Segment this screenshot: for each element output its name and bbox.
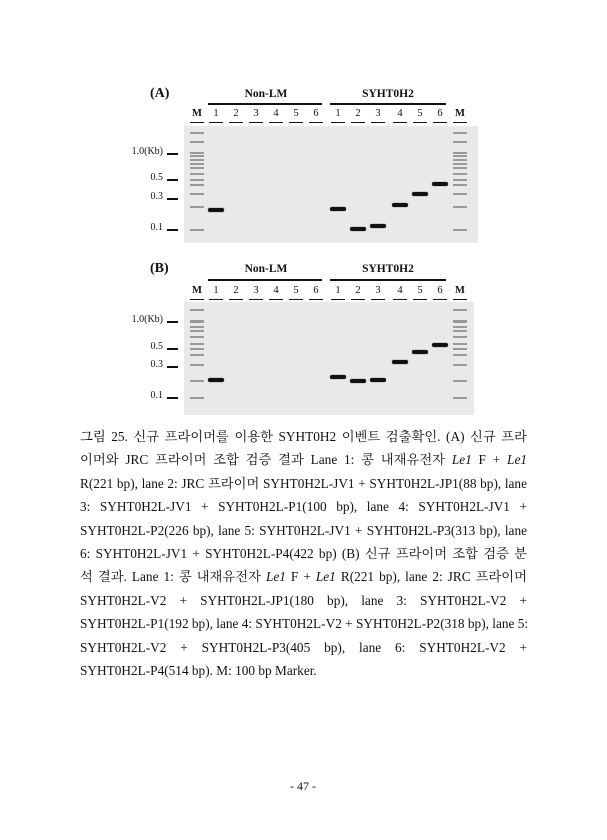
ladder-band (190, 173, 204, 175)
size-marker-label: 0.3 (150, 191, 163, 202)
lane-underline (249, 122, 263, 123)
size-marker-tick (167, 366, 178, 368)
lane-underline (351, 299, 365, 300)
gene-name: Le1 (315, 569, 336, 585)
lane-underline (453, 299, 467, 300)
ladder-band (453, 167, 467, 169)
lane-label: 1 (335, 108, 341, 119)
size-marker-label: 0.5 (150, 172, 163, 183)
size-marker-label: 0.1 (150, 390, 163, 401)
gel-image (184, 302, 474, 415)
ladder-band (453, 348, 467, 350)
ladder-band (190, 141, 204, 143)
lane-label: 4 (397, 285, 403, 296)
ladder-band (453, 326, 467, 328)
group-label-syht0h2: SYHT0H2 (362, 88, 414, 100)
group-bracket-line (330, 279, 446, 281)
lane-underline (453, 122, 467, 123)
ladder-band (190, 380, 204, 382)
size-marker-tick (167, 321, 178, 323)
lane-label: 5 (417, 285, 423, 296)
lane-underline (433, 299, 447, 300)
lane-label: 1 (213, 285, 219, 296)
ladder-band (190, 309, 204, 311)
ladder-band (453, 184, 467, 186)
caption-line (80, 425, 527, 448)
size-marker-tick (167, 397, 178, 399)
ladder-band (190, 336, 204, 338)
ladder-band (453, 132, 467, 134)
lane-underline (289, 299, 303, 300)
ladder-band (190, 343, 204, 345)
lane-label: 3 (253, 108, 259, 119)
caption-text: 그림 25. 신규 프라이머를 이용한 SYHT0H2 이벤트 검출확인. (A) 신규 프라 (80, 429, 527, 444)
ladder-band (190, 167, 204, 169)
ladder-band (453, 179, 467, 181)
caption-line (80, 495, 527, 518)
ladder-band (190, 193, 204, 195)
ladder-band (453, 159, 467, 161)
ladder-band (453, 152, 467, 154)
caption-line (80, 636, 527, 659)
dna-band (330, 375, 346, 379)
ladder-band (453, 380, 467, 382)
lane-underline (229, 299, 243, 300)
group-bracket-line (330, 103, 446, 105)
caption-text: R(221 bp), lane 2: JRC 프라이머 (335, 569, 527, 585)
lane-underline (190, 299, 204, 300)
caption-text: SYHT0H2L-P2(226 bp), lane 5: SYHT0H2L-JV1 + SYHT0H2L-P3(313 bp), lane (80, 522, 527, 538)
ladder-band (453, 229, 467, 231)
lane-underline (269, 122, 283, 123)
dna-band (392, 203, 408, 207)
lane-underline (371, 299, 385, 300)
ladder-band (453, 193, 467, 195)
dna-band (330, 207, 346, 211)
lane-label: 6 (313, 285, 319, 296)
caption-text: F + (471, 452, 508, 468)
size-marker-label: 0.3 (150, 359, 163, 370)
ladder-band (190, 354, 204, 356)
lane-underline (351, 122, 365, 123)
lane-label: 2 (355, 285, 361, 296)
ladder-band (190, 321, 204, 323)
lane-underline (309, 122, 323, 123)
lane-label: 4 (397, 108, 403, 119)
lane-underline (309, 299, 323, 300)
gene-name: Le1 (507, 452, 527, 468)
dna-band (350, 227, 366, 231)
page-number: - 47 - (290, 779, 316, 793)
ladder-band (190, 184, 204, 186)
lane-label: 6 (313, 108, 319, 119)
dna-band (370, 224, 386, 228)
lane-underline (393, 299, 407, 300)
caption-text: R(221 bp), lane 2: JRC 프라이머 SYHT0H2L-JV1 + SYHT0H2L-JP1(88 bp), lane (80, 475, 527, 491)
group-label-non-lm: Non-LM (244, 263, 288, 275)
group-label-non-lm: Non-LM (244, 88, 288, 100)
caption-text: SYHT0H2L-P1(192 bp), lane 4: SYHT0H2L-V2 + SYHT0H2L-P2(318 bp), lane 5: (80, 616, 529, 632)
lane-label: 2 (233, 108, 239, 119)
lane-underline (269, 299, 283, 300)
panel-label: (B) (150, 261, 169, 276)
ladder-band (453, 330, 467, 332)
ladder-band (453, 397, 467, 399)
lane-label: 3 (253, 285, 259, 296)
lane-label: 2 (355, 108, 361, 119)
caption-line (80, 565, 527, 588)
caption-line (80, 472, 527, 495)
group-bracket-line (208, 103, 322, 105)
caption-text: SYHT0H2L-P4(514 bp). M: 100 bp Marker. (80, 662, 317, 678)
ladder-band (190, 163, 204, 165)
lane-label: 4 (273, 108, 279, 119)
ladder-band (190, 229, 204, 231)
dna-band (412, 192, 428, 196)
gene-name: Le1 (451, 452, 472, 468)
lane-label: 5 (293, 285, 299, 296)
dna-band (350, 379, 366, 383)
lane-label: 3 (375, 285, 381, 296)
size-marker-tick (167, 179, 178, 181)
lane-underline (190, 122, 204, 123)
dna-band (370, 378, 386, 382)
lane-label: M (192, 108, 202, 119)
lane-underline (371, 122, 385, 123)
size-marker-label: 0.5 (150, 341, 163, 352)
caption-line (80, 659, 527, 682)
lane-label: 5 (293, 108, 299, 119)
caption-line (80, 519, 527, 542)
ladder-band (453, 321, 467, 323)
caption-text: SYHT0H2L-V2 + SYHT0H2L-P3(405 bp), lane 6: SYHT0H2L-V2 + (80, 639, 527, 655)
caption-text: 6: SYHT0H2L-JV1 + SYHT0H2L-P4(422 bp) (B) 신규 프라이머 조합 검증 분 (80, 545, 527, 561)
ladder-band (453, 206, 467, 208)
gene-name: Le1 (265, 569, 286, 585)
group-bracket-line (208, 279, 322, 281)
dna-band (432, 182, 448, 186)
caption-line (80, 589, 527, 612)
size-marker-tick (167, 229, 178, 231)
lane-underline (331, 299, 345, 300)
ladder-band (190, 330, 204, 332)
ladder-band (190, 179, 204, 181)
ladder-band (453, 364, 467, 366)
ladder-band (190, 206, 204, 208)
lane-underline (249, 299, 263, 300)
lane-label: 1 (213, 108, 219, 119)
ladder-band (453, 155, 467, 157)
ladder-band (190, 152, 204, 154)
ladder-band (453, 336, 467, 338)
group-label-syht0h2: SYHT0H2 (362, 263, 414, 275)
lane-label: 3 (375, 108, 381, 119)
lane-label: 1 (335, 285, 341, 296)
caption-text: 석 결과. Lane 1: 콩 내재유전자 (80, 569, 266, 585)
lane-label: M (192, 285, 202, 296)
lane-underline (331, 122, 345, 123)
ladder-band (190, 364, 204, 366)
ladder-band (453, 163, 467, 165)
lane-underline (229, 122, 243, 123)
dna-band (412, 350, 428, 354)
caption-text: 3: SYHT0H2L-JV1 + SYHT0H2L-P1(100 bp), lane 4: SYHT0H2L-JV1 + (80, 499, 527, 515)
ladder-band (190, 155, 204, 157)
lane-underline (209, 299, 223, 300)
lane-label: 6 (437, 285, 443, 296)
ladder-band (190, 397, 204, 399)
ladder-band (190, 326, 204, 328)
dna-band (432, 343, 448, 347)
lane-label: M (455, 108, 465, 119)
lane-underline (393, 122, 407, 123)
caption-text: SYHT0H2L-V2 + SYHT0H2L-JP1(180 bp), lane 3: SYHT0H2L-V2 + (80, 592, 527, 608)
size-marker-label: 1.0(Kb) (131, 314, 163, 325)
ladder-band (190, 348, 204, 350)
ladder-band (453, 309, 467, 311)
size-marker-tick (167, 348, 178, 350)
lane-underline (413, 122, 427, 123)
lane-label: 4 (273, 285, 279, 296)
size-marker-tick (167, 198, 178, 200)
caption-text: F + (285, 569, 316, 585)
caption-line (80, 448, 527, 471)
lane-label: 6 (437, 108, 443, 119)
dna-band (208, 208, 224, 212)
lane-label: M (455, 285, 465, 296)
size-marker-tick (167, 153, 178, 155)
caption-line (80, 542, 527, 565)
caption-line (80, 612, 527, 635)
dna-band (392, 360, 408, 364)
ladder-band (453, 173, 467, 175)
lane-underline (433, 122, 447, 123)
ladder-band (190, 132, 204, 134)
panel-label: (A) (150, 86, 170, 101)
lane-underline (413, 299, 427, 300)
ladder-band (190, 159, 204, 161)
lane-underline (209, 122, 223, 123)
ladder-band (453, 141, 467, 143)
size-marker-label: 1.0(Kb) (131, 146, 163, 157)
dna-band (208, 378, 224, 382)
size-marker-label: 0.1 (150, 222, 163, 233)
lane-underline (289, 122, 303, 123)
lane-label: 2 (233, 285, 239, 296)
ladder-band (453, 354, 467, 356)
caption-text: 이머와 JRC 프라이머 조합 검증 결과 Lane 1: 콩 내재유전자 (80, 452, 452, 468)
ladder-band (453, 343, 467, 345)
figure-caption (80, 425, 527, 682)
lane-label: 5 (417, 108, 423, 119)
